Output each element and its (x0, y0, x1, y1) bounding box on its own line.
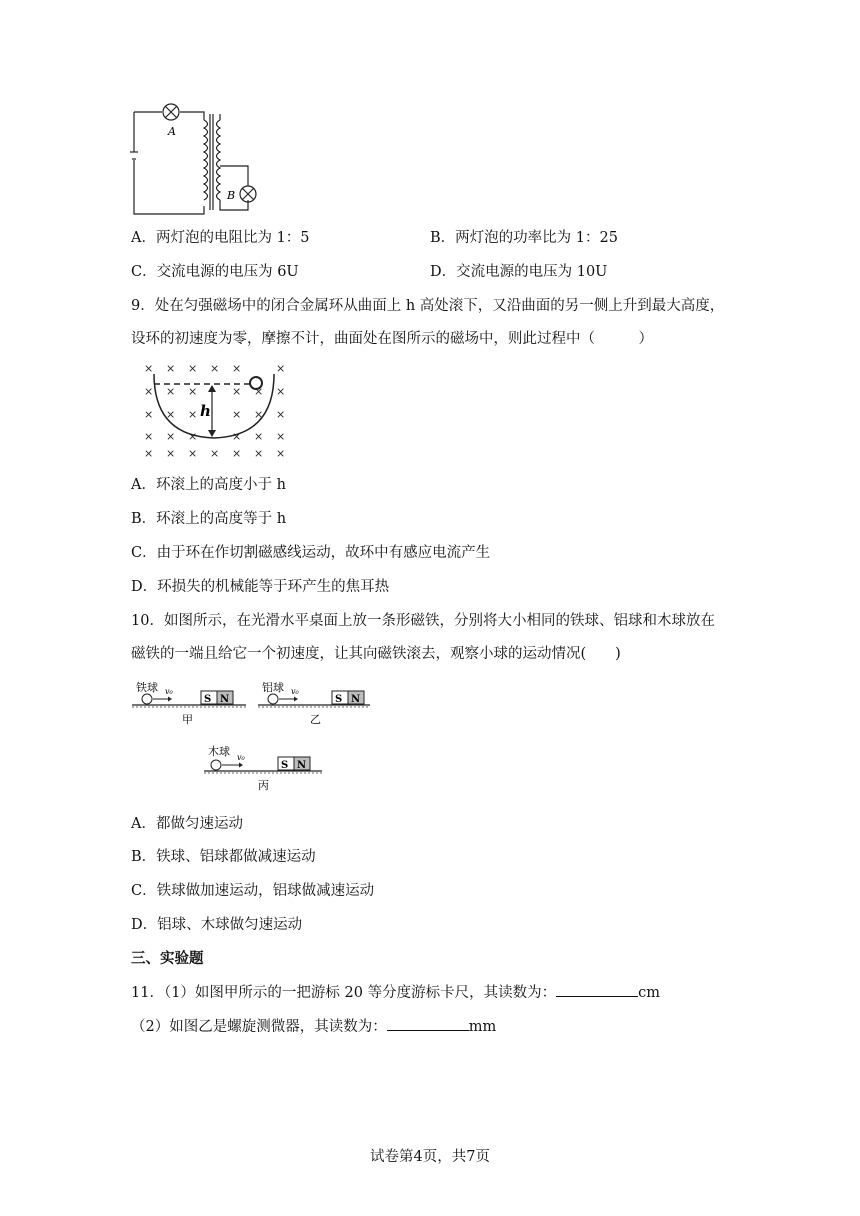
q10-option-c: C．铁球做加速运动，铝球做减速运动 (131, 883, 375, 899)
q10-figure-wood (204, 743, 324, 793)
q11-part1 (131, 981, 660, 1002)
field-cross: × (276, 408, 286, 421)
q9-option-a: A．环滚上的高度小于 h (131, 477, 286, 493)
velocity-label: v₀ (291, 687, 299, 696)
field-cross: × (144, 447, 154, 458)
field-cross: × (188, 430, 198, 443)
figure-caption: 丙 (258, 779, 269, 792)
magnet-s: S (204, 694, 212, 705)
field-cross: × (254, 447, 264, 458)
q11-part1-answer-blank[interactable] (556, 982, 638, 997)
q11-part2-unit: mm (468, 1019, 497, 1035)
figure-caption: 乙 (310, 713, 321, 726)
q10-option-a: A．都做匀速运动 (131, 816, 243, 832)
field-cross: × (166, 430, 176, 443)
q8-option-d: D．交流电源的电压为 10U (430, 264, 608, 280)
field-cross: × (188, 447, 198, 458)
magnet-n: N (297, 760, 307, 771)
field-cross: × (188, 408, 198, 421)
field-cross: × (276, 385, 286, 398)
page-footer: 试卷第4页，共7页 (370, 1149, 490, 1165)
q11-part1-unit: cm (638, 985, 660, 1001)
q8-transformer-circuit-figure (128, 102, 264, 218)
ball-label: 铁球 (136, 681, 158, 694)
field-cross: × (254, 430, 264, 443)
q9-option-b: B．环滚上的高度等于 h (131, 511, 287, 527)
q10-figure-aluminum (258, 679, 374, 727)
q10-stem-line1: 10．如图所示，在光滑水平桌面上放一条形磁铁，分别将大小相同的铁球、铝球和木球放在 (131, 613, 715, 629)
magnet-n: N (351, 694, 361, 705)
field-cross: × (166, 408, 176, 421)
ball-label: 木球 (208, 745, 230, 758)
q11-part2 (131, 1015, 496, 1036)
field-cross: × (144, 430, 154, 443)
height-h-label: h (200, 402, 211, 420)
field-cross: × (188, 362, 198, 375)
ball-label: 铝球 (262, 681, 284, 694)
velocity-label: v₀ (165, 687, 173, 696)
q8-option-a: A．两灯泡的电阻比为 1：5 (131, 230, 310, 246)
field-cross: × (254, 385, 264, 398)
q9-magnetic-field-figure (140, 358, 290, 458)
lamp-b-label: B (227, 189, 236, 202)
field-cross: × (254, 408, 264, 421)
q9-option-d: D．环损失的机械能等于环产生的焦耳热 (131, 579, 390, 595)
q9-option-c: C．由于环在作切割磁感线运动，故环中有感应电流产生 (131, 545, 491, 561)
magnet-s: S (335, 694, 343, 705)
field-cross: × (232, 447, 242, 458)
q8-option-c: C．交流电源的电压为 6U (131, 264, 299, 280)
lamp-a-label: A (168, 125, 176, 138)
field-cross: × (166, 385, 176, 398)
q8-option-b: B．两灯泡的功率比为 1：25 (430, 230, 618, 246)
field-cross: × (166, 447, 176, 458)
q10-figure-iron (132, 679, 248, 727)
field-cross: × (166, 362, 176, 375)
velocity-label: v₀ (237, 753, 245, 762)
field-cross: × (232, 362, 242, 375)
section-title: 三、实验题 (131, 951, 204, 967)
q11-part2-answer-blank[interactable] (387, 1016, 469, 1031)
q11-part1-text: 11．（1）如图甲所示的一把游标 20 等分度游标卡尺，其读数为： (131, 985, 557, 1001)
field-cross: × (232, 430, 242, 443)
q11-part2-text: （2）如图乙是螺旋测微器，其读数为： (131, 1019, 387, 1035)
field-cross: × (144, 385, 154, 398)
q9-stem-line1: 9．处在匀强磁场中的闭合金属环从曲面上 h 高处滚下，又沿曲面的另一侧上升到最大高度， (131, 298, 725, 314)
q10-stem-line2: 磁铁的一端且给它一个初速度，让其向磁铁滚去，观察小球的运动情况( ) (131, 646, 621, 662)
field-cross: × (210, 362, 220, 375)
field-cross: × (144, 408, 154, 421)
field-cross: × (276, 447, 286, 458)
magnet-s: S (281, 760, 289, 771)
figure-caption: 甲 (182, 713, 193, 726)
q10-option-d: D．铝球、木球做匀速运动 (131, 917, 303, 933)
field-cross: × (232, 408, 242, 421)
field-cross: × (144, 362, 154, 375)
field-cross: × (276, 362, 286, 375)
magnet-n: N (220, 694, 230, 705)
field-cross: × (232, 385, 242, 398)
field-cross: × (188, 385, 198, 398)
q10-option-b: B．铁球、铝球都做减速运动 (131, 849, 316, 865)
q9-stem-line2: 设环的初速度为零，摩擦不计，曲面处在图所示的磁场中，则此过程中（ ） (131, 331, 653, 347)
field-cross: × (276, 430, 286, 443)
field-cross: × (210, 447, 220, 458)
